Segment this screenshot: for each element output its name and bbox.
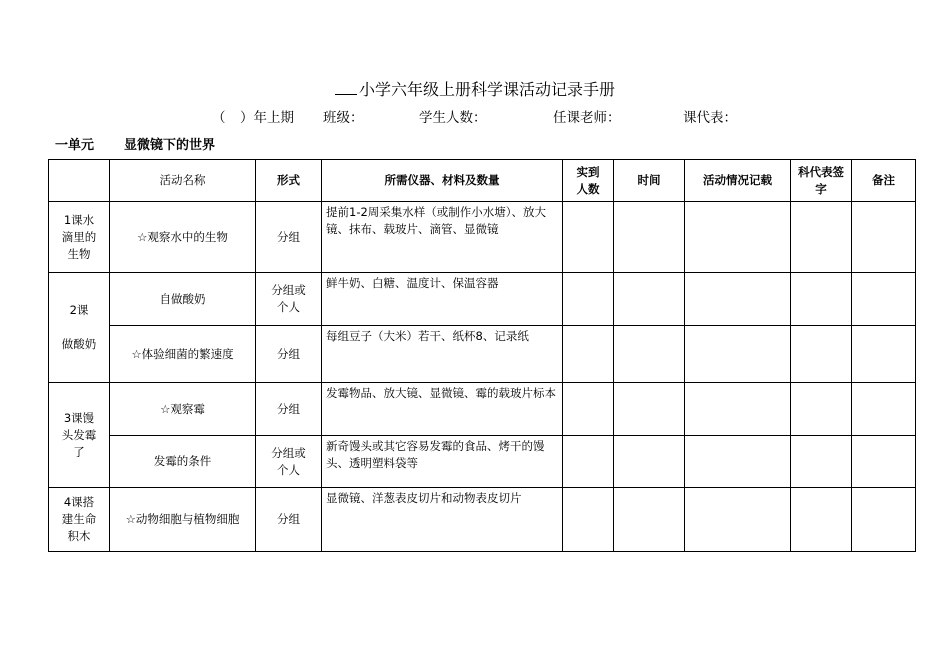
table-row (49, 273, 916, 326)
lesson-1-cell: 1课水滴里的生物 (49, 202, 110, 273)
col-header-time: 时间 (614, 160, 685, 202)
activity-name: ☆动物细胞与植物细胞 (110, 488, 256, 552)
signature-cell[interactable] (791, 202, 852, 273)
activity-name: 发霉的条件 (110, 436, 256, 488)
activity-name: ☆观察水中的生物 (110, 202, 256, 273)
table-row (49, 383, 916, 436)
signature-cell[interactable] (791, 273, 852, 326)
signature-cell[interactable] (791, 436, 852, 488)
sub-class: 班级： (323, 110, 364, 126)
unit-name: 显微镜下的世界 (124, 138, 216, 153)
sub-teacher: 任课老师： (553, 110, 621, 126)
unit-heading (55, 134, 215, 153)
time-cell[interactable] (614, 488, 685, 552)
attendance-cell[interactable] (563, 488, 614, 552)
lesson-3-cell: 3课馒头发霉了 (49, 383, 110, 488)
activity-name: 自做酸奶 (110, 273, 256, 326)
activity-form: 分组 (256, 326, 322, 383)
time-cell[interactable] (614, 326, 685, 383)
record-cell[interactable] (685, 273, 791, 326)
attendance-cell[interactable] (563, 273, 614, 326)
activity-materials: 新奇馒头或其它容易发霉的食品、烤干的馒头、透明塑料袋等 (322, 436, 563, 488)
record-cell[interactable] (685, 326, 791, 383)
col-header-materials: 所需仪器、材料及数量 (322, 160, 563, 202)
col-header-activity: 活动名称 (110, 160, 256, 202)
col-header-attendance: 实到人数 (563, 160, 614, 202)
activity-form: 分组 (256, 383, 322, 436)
notes-cell[interactable] (852, 488, 916, 552)
signature-cell[interactable] (791, 383, 852, 436)
sub-open-paren: （ (212, 110, 226, 126)
sub-students: 学生人数： (419, 110, 487, 126)
attendance-cell[interactable] (563, 436, 614, 488)
notes-cell[interactable] (852, 326, 916, 383)
header-row (49, 160, 916, 202)
record-cell[interactable] (685, 436, 791, 488)
activity-materials: 显微镜、洋葱表皮切片和动物表皮切片 (322, 488, 563, 552)
activity-table (48, 159, 916, 552)
sub-term: ）年上期 (240, 110, 294, 126)
title-text: 小学六年级上册科学课活动记录手册 (358, 80, 615, 99)
time-cell[interactable] (614, 383, 685, 436)
activity-name: ☆体验细菌的繁速度 (110, 326, 256, 383)
activity-form: 分组 (256, 488, 322, 552)
time-cell[interactable] (614, 202, 685, 273)
activity-form: 分组或个人 (256, 273, 322, 326)
attendance-cell[interactable] (563, 326, 614, 383)
activity-form: 分组或个人 (256, 436, 322, 488)
attendance-cell[interactable] (563, 383, 614, 436)
record-cell[interactable] (685, 488, 791, 552)
record-cell[interactable] (685, 383, 791, 436)
activity-materials: 发霉物品、放大镜、显微镜、霉的载玻片标本 (322, 383, 563, 436)
activity-form: 分组 (256, 202, 322, 273)
lesson-4-cell: 4课搭建生命积木 (49, 488, 110, 552)
record-cell[interactable] (685, 202, 791, 273)
table-row (49, 436, 916, 488)
col-header-form: 形式 (256, 160, 322, 202)
page-title (0, 77, 950, 100)
activity-name: ☆观察霉 (110, 383, 256, 436)
col-header-record: 活动情况记载 (685, 160, 791, 202)
time-cell[interactable] (614, 436, 685, 488)
notes-cell[interactable] (852, 383, 916, 436)
time-cell[interactable] (614, 273, 685, 326)
sub-rep: 课代表： (683, 110, 737, 126)
activity-materials: 提前1-2周采集水样（或制作小水塘）、放大镜、抹布、载玻片、滴管、显微镜 (322, 202, 563, 273)
activity-materials: 每组豆子（大米）若干、纸杯8、记录纸 (322, 326, 563, 383)
col-header-notes: 备注 (852, 160, 916, 202)
col-header-lesson (49, 160, 110, 202)
activity-materials: 鲜牛奶、白糖、温度计、保温容器 (322, 273, 563, 326)
lesson-2-cell: 2课 做酸奶 (49, 273, 110, 383)
unit-label: 一单元 (55, 138, 95, 153)
attendance-cell[interactable] (563, 202, 614, 273)
notes-cell[interactable] (852, 436, 916, 488)
notes-cell[interactable] (852, 202, 916, 273)
title-blank (335, 80, 357, 95)
table-row (49, 488, 916, 552)
table-row (49, 326, 916, 383)
col-header-signature: 科代表签字 (791, 160, 852, 202)
signature-cell[interactable] (791, 326, 852, 383)
signature-cell[interactable] (791, 488, 852, 552)
table-row (49, 202, 916, 273)
notes-cell[interactable] (852, 273, 916, 326)
